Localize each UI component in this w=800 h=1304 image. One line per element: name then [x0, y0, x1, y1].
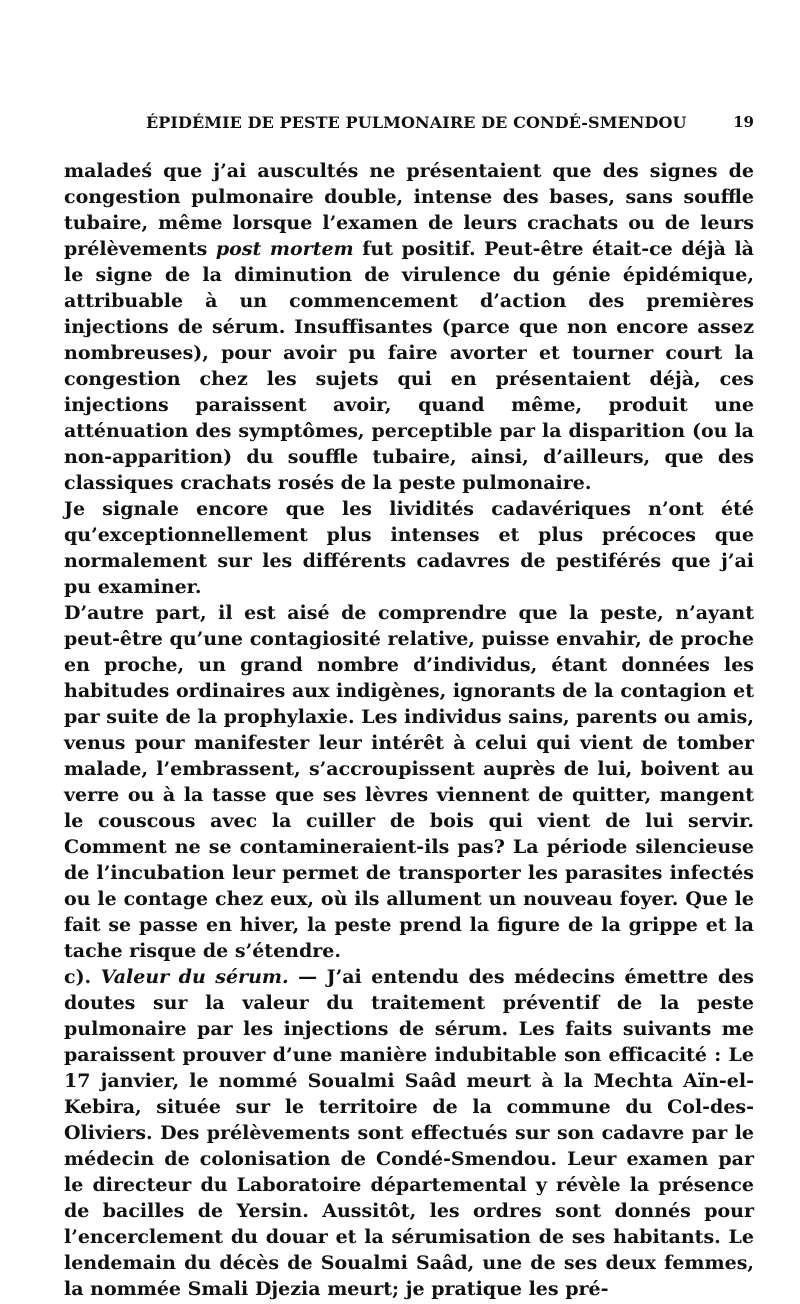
running-title: ÉPIDÉMIE DE PESTE PULMONAIRE DE CONDÉ-SMENDOU	[146, 113, 687, 132]
book-page	[64, 0, 754, 1304]
text-run: c).	[64, 966, 101, 988]
paragraph	[64, 158, 754, 496]
italic-text-run: Valeur du sérum.	[100, 966, 289, 988]
paragraph	[64, 600, 754, 964]
text-run: — J’ai entendu des médecins émettre des doutes sur la valeur du traitement préventif de la peste pulmonaire par les injections de sérum. Les faits suivants me paraissent prouver d’une manière indubitable son efficacité : Le 17 janvier, le nommé Soualmi Saâd meurt à la Mechta Aïn-el-Kebira, située sur le territoire de la commune du Col-des-Oliviers. Des prélèvements sont effectués sur son cadavre par le médecin de colonisation de Condé-Smendou. Leur examen par le directeur du Laboratoire départemental y révèle la présence de bacilles de Yersin. Aussitôt, les ordres sont donnés pour l’encerclement du douar et la sérumisation de ses habitants. Le lendemain du décès de Soualmi Saâd, une de ses deux femmes, la nommée Smali Djezia meurt; je pratique les pré-	[64, 966, 754, 1300]
text-run: maladeś que j’ai auscultés ne présentaient que des signes de congestion pulmonaire double, intense des bases, sans souffle tubaire, même lorsque l’examen de leurs crachats ou de leurs prélèvements	[64, 160, 754, 260]
paragraph	[64, 964, 754, 1302]
text-run: D’autre part, il est aisé de comprendre que la peste, n’ayant peut-être qu’une contagiosité relative, puisse envahir, de proche en proche, un grand nombre d’individus, étant données les habitudes ordinaires aux indigènes, ignorants de la contagion et par suite de la prophylaxie. Les individus sains, parents ou amis, venus pour manifester leur intérêt à celui qui vient de tomber malade, l’embrassent, s’accroupissent auprès de lui, boivent au verre ou à la tasse que ses lèvres viennent de quitter, mangent le couscous avec la cuiller de bois qui vient de lui servir. Comment ne se contamineraient-ils pas? La période silencieuse de l’incubation leur permet de transporter les parasites infectés ou le contage chez eux, où ils allument un nouveau foyer. Que le fait se passe en hiver, la peste prend la figure de la grippe et la tache risque de s’étendre.	[64, 602, 754, 962]
text-run: fut positif. Peut-être était-ce déjà là le signe de la diminution de virulence du génie épidémique, attribuable à un commencement d’action des premières injections de sérum. Insuffisantes (parce que non encore assez nombreuses), pour avoir pu faire avorter et tourner court la congestion chez les sujets qui en présentaient déjà, ces injections paraissent avoir, quand même, produit une atténuation des symptômes, perceptible par la disparition (ou la non-apparition) du souffle tubaire, ainsi, d’ailleurs, que des classiques crachats rosés de la peste pulmonaire.	[64, 238, 754, 494]
page-number: 19	[733, 113, 754, 131]
body-text	[64, 158, 754, 1302]
paragraph	[64, 496, 754, 600]
running-head	[64, 113, 754, 139]
text-run: Je signale encore que les lividités cadavériques n’ont été qu’exceptionnellement plus intenses et plus précoces que normalement sur les différents cadavres de pestiférés que j’ai pu examiner.	[64, 498, 754, 598]
italic-text-run: post mortem	[215, 238, 354, 260]
